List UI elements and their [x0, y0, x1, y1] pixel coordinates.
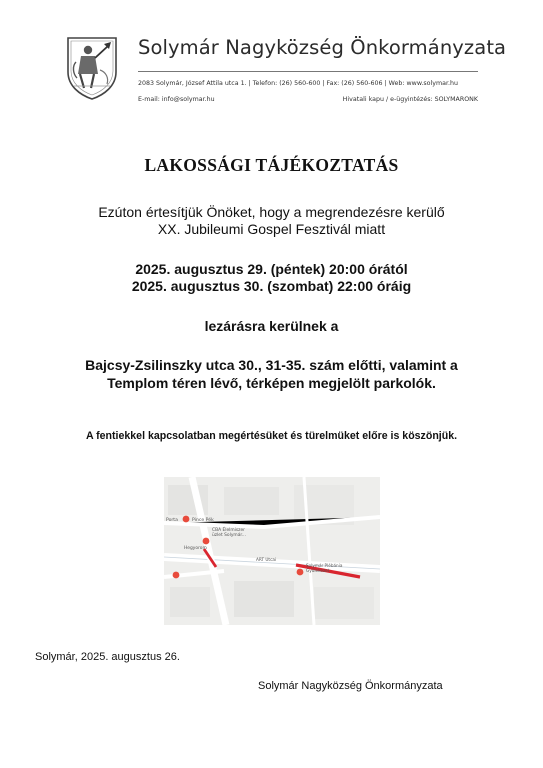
- location-line-2: Templom téren lévő, térképen megjelölt parkolók.: [107, 375, 436, 391]
- intro-line-2: XX. Jubileumi Gospel Fesztivál miatt: [157, 221, 386, 237]
- org-name: Solymár Nagyközség Önkormányzata: [138, 36, 507, 59]
- closure-location: [0, 356, 543, 392]
- map-label-porta: Porta: [166, 518, 178, 523]
- map-label-shop: CBA Élelmiszer: [212, 528, 245, 533]
- map-label-pizza: Pince Pék: [192, 518, 214, 523]
- map-label-church-1: Solymár Plébánia: [306, 563, 343, 568]
- signature: Solymár Nagyközség Önkormányzata: [258, 680, 443, 692]
- place-date: Solymár, 2025. augusztus 26.: [35, 651, 180, 663]
- header-divider: [138, 71, 478, 72]
- location-line-1: Bajcsy-Zsilinszky utca 30., 31-35. szám előtti, valamint a: [85, 357, 458, 373]
- email-line: E-mail: info@solymar.hu: [138, 96, 215, 103]
- map-pin-church: [297, 569, 304, 576]
- map-pin-3: [173, 572, 180, 579]
- notice-heading: LAKOSSÁGI TÁJÉKOZTATÁS: [144, 155, 399, 175]
- coat-of-arms-logo: [64, 34, 120, 100]
- map-label-art: ART Utcai: [256, 557, 277, 562]
- closure-map: [164, 477, 380, 625]
- closing-statement: lezárásra kerülnek a: [204, 318, 339, 334]
- map-label-shop-2: üzlet Solymár...: [212, 533, 246, 538]
- date-line-2: 2025. augusztus 30. (szombat) 22:00 óráig: [131, 278, 412, 294]
- map-label-hegyor: Hegyorom: [184, 546, 207, 551]
- intro-line-1: Ezúton értesítjük Önöket, hogy a megrendezésre kerülő: [98, 204, 445, 220]
- map-pin-pizza: [183, 516, 190, 523]
- map-label-church-2: Gyülekezet: [306, 568, 330, 573]
- address-line: 2083 Solymár, József Attila utca 1. | Telefon: (26) 560-600 | Fax: (26) 560-606 | Web: www.solymar.hu: [138, 80, 458, 87]
- portal-line: Hivatali kapu / e-ügyintézés: SOLYMARONK: [342, 96, 478, 103]
- map-pin-shop: [203, 538, 210, 545]
- intro-text: [0, 204, 543, 238]
- date-line-1: 2025. augusztus 29. (péntek) 20:00 órától: [135, 261, 408, 277]
- closure-dates: [0, 261, 543, 295]
- thanks-line: A fentiekkel kapcsolatban megértésüket és türelmüket előre is köszönjük.: [85, 430, 458, 442]
